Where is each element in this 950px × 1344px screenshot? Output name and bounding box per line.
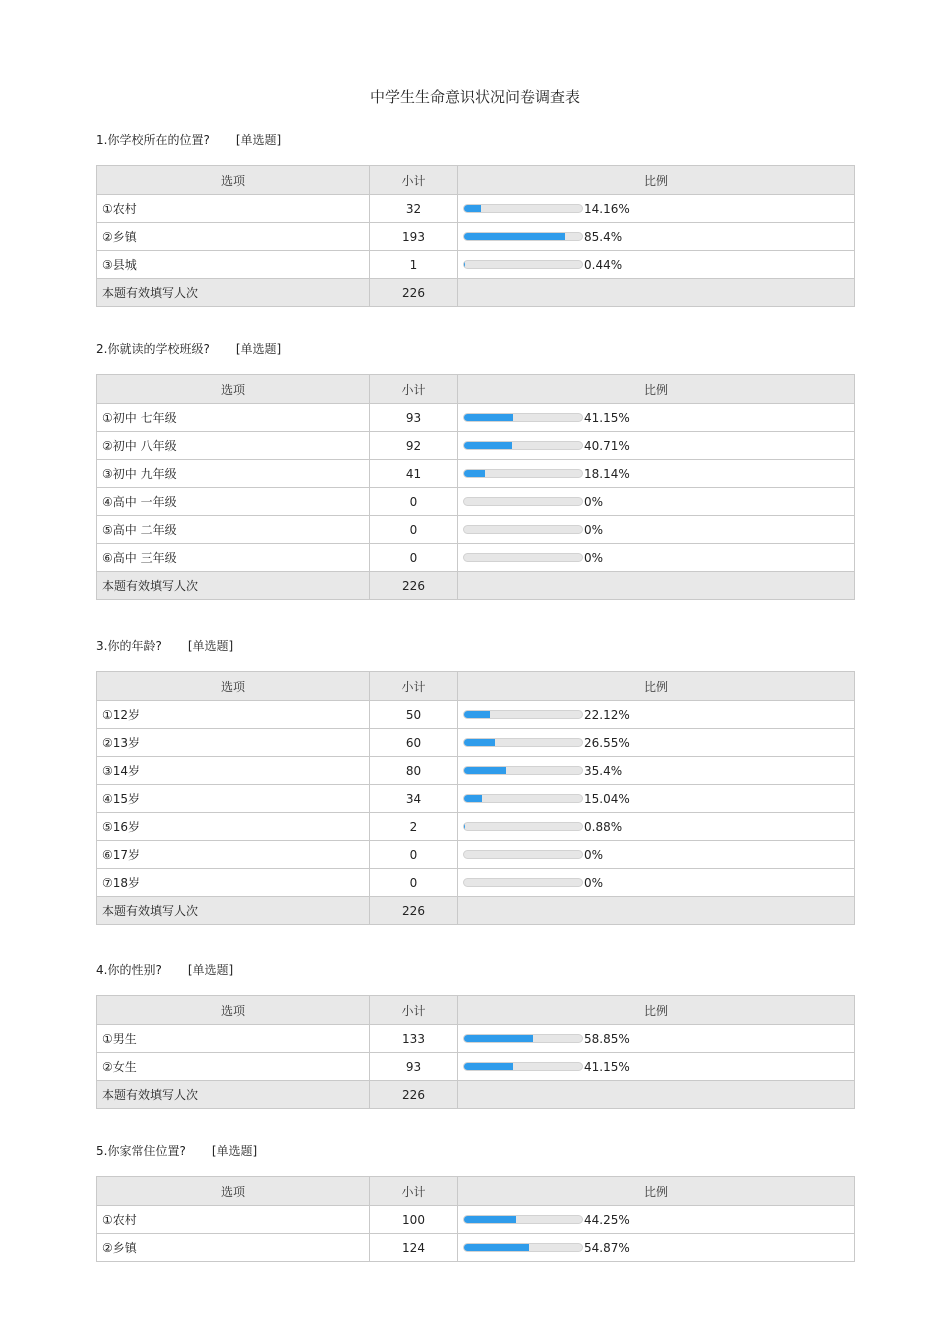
table-row xyxy=(97,729,855,757)
ratio-bar-fill xyxy=(464,1216,516,1223)
page-title: 中学生生命意识状况问卷调查表 xyxy=(369,88,580,106)
option-count: 93 xyxy=(370,1053,458,1081)
question-text: 4.你的性别? xyxy=(96,963,162,977)
result-table xyxy=(96,374,855,600)
option-count: 0 xyxy=(370,488,458,516)
option-count: 34 xyxy=(370,785,458,813)
ratio-bar xyxy=(463,441,583,450)
option-ratio xyxy=(458,460,855,488)
option-ratio xyxy=(458,404,855,432)
table-row xyxy=(97,516,855,544)
option-label: ③14岁 xyxy=(97,757,370,785)
result-table xyxy=(96,671,855,925)
option-count: 124 xyxy=(370,1234,458,1262)
ratio-bar xyxy=(463,413,583,422)
header-option: 选项 xyxy=(97,1177,370,1206)
question-type-tag: [单选题] xyxy=(187,963,234,977)
table-row xyxy=(97,460,855,488)
option-ratio xyxy=(458,1234,855,1262)
option-label: ②乡镇 xyxy=(97,223,370,251)
ratio-percent: 41.15% xyxy=(584,1059,630,1074)
ratio-percent: 0% xyxy=(584,494,604,509)
option-label: ⑤高中 二年级 xyxy=(97,516,370,544)
ratio-percent: 85.4% xyxy=(584,229,623,244)
ratio-bar xyxy=(463,260,583,269)
option-label: ②13岁 xyxy=(97,729,370,757)
ratio-percent: 54.87% xyxy=(584,1240,630,1255)
header-option: 选项 xyxy=(97,672,370,701)
question-3 xyxy=(96,636,854,925)
question-4 xyxy=(96,960,854,1109)
total-count: 226 xyxy=(370,572,458,600)
question-type-tag: [单选题] xyxy=(187,639,234,653)
total-empty-cell xyxy=(458,897,855,925)
total-count: 226 xyxy=(370,897,458,925)
total-empty-cell xyxy=(458,279,855,307)
header-ratio: 比例 xyxy=(458,672,855,701)
option-label: ②女生 xyxy=(97,1053,370,1081)
option-label: ④高中 一年级 xyxy=(97,488,370,516)
ratio-percent: 26.55% xyxy=(584,735,630,750)
table-header-row xyxy=(97,166,855,195)
header-count: 小计 xyxy=(370,375,458,404)
option-ratio xyxy=(458,195,855,223)
table-header-row xyxy=(97,1177,855,1206)
table-row xyxy=(97,432,855,460)
option-ratio xyxy=(458,785,855,813)
ratio-bar-fill xyxy=(464,233,565,240)
ratio-bar xyxy=(463,1243,583,1252)
table-row xyxy=(97,785,855,813)
table-row xyxy=(97,404,855,432)
option-label: ④15岁 xyxy=(97,785,370,813)
ratio-percent: 40.71% xyxy=(584,438,630,453)
table-row xyxy=(97,223,855,251)
result-table xyxy=(96,165,855,307)
option-count: 1 xyxy=(370,251,458,279)
question-label xyxy=(96,636,854,656)
option-ratio xyxy=(458,544,855,572)
ratio-bar xyxy=(463,738,583,747)
option-ratio xyxy=(458,1053,855,1081)
ratio-bar xyxy=(463,232,583,241)
question-label xyxy=(96,1141,854,1161)
header-ratio: 比例 xyxy=(458,166,855,195)
option-label: ⑤16岁 xyxy=(97,813,370,841)
header-count: 小计 xyxy=(370,996,458,1025)
question-label xyxy=(96,339,854,359)
total-label: 本题有效填写人次 xyxy=(97,279,370,307)
table-row xyxy=(97,1206,855,1234)
total-label: 本题有效填写人次 xyxy=(97,897,370,925)
table-row xyxy=(97,195,855,223)
header-ratio: 比例 xyxy=(458,1177,855,1206)
ratio-bar xyxy=(463,204,583,213)
table-header-row xyxy=(97,375,855,404)
ratio-bar xyxy=(463,766,583,775)
ratio-bar-fill xyxy=(464,1244,529,1251)
option-ratio xyxy=(458,729,855,757)
option-label: ③初中 九年级 xyxy=(97,460,370,488)
table-row xyxy=(97,251,855,279)
option-ratio xyxy=(458,869,855,897)
ratio-percent: 0.88% xyxy=(584,819,623,834)
option-count: 100 xyxy=(370,1206,458,1234)
total-count: 226 xyxy=(370,1081,458,1109)
ratio-bar xyxy=(463,525,583,534)
ratio-percent: 0.44% xyxy=(584,257,623,272)
ratio-bar xyxy=(463,497,583,506)
total-empty-cell xyxy=(458,1081,855,1109)
header-ratio: 比例 xyxy=(458,996,855,1025)
question-type-tag: [单选题] xyxy=(235,133,282,147)
total-row xyxy=(97,572,855,600)
option-label: ③县城 xyxy=(97,251,370,279)
question-text: 2.你就读的学校班级? xyxy=(96,342,210,356)
ratio-bar-fill xyxy=(464,767,506,774)
ratio-percent: 0% xyxy=(584,522,604,537)
ratio-bar-fill xyxy=(464,205,481,212)
total-label: 本题有效填写人次 xyxy=(97,1081,370,1109)
ratio-percent: 44.25% xyxy=(584,1212,630,1227)
option-count: 60 xyxy=(370,729,458,757)
option-count: 0 xyxy=(370,841,458,869)
option-ratio xyxy=(458,516,855,544)
question-text: 1.你学校所在的位置? xyxy=(96,133,210,147)
option-label: ①男生 xyxy=(97,1025,370,1053)
question-label xyxy=(96,130,854,150)
ratio-bar-fill xyxy=(464,414,513,421)
ratio-percent: 14.16% xyxy=(584,201,630,216)
option-count: 80 xyxy=(370,757,458,785)
option-count: 133 xyxy=(370,1025,458,1053)
table-row xyxy=(97,1053,855,1081)
option-label: ②初中 八年级 xyxy=(97,432,370,460)
table-row xyxy=(97,488,855,516)
ratio-bar xyxy=(463,469,583,478)
table-row xyxy=(97,757,855,785)
header-option: 选项 xyxy=(97,375,370,404)
ratio-percent: 0% xyxy=(584,847,604,862)
ratio-bar-fill xyxy=(464,1035,533,1042)
total-row xyxy=(97,1081,855,1109)
option-count: 0 xyxy=(370,544,458,572)
total-count: 226 xyxy=(370,279,458,307)
ratio-bar-fill xyxy=(464,795,482,802)
option-ratio xyxy=(458,251,855,279)
option-ratio xyxy=(458,432,855,460)
header-count: 小计 xyxy=(370,166,458,195)
option-ratio xyxy=(458,813,855,841)
table-header-row xyxy=(97,672,855,701)
table-row xyxy=(97,544,855,572)
option-count: 92 xyxy=(370,432,458,460)
ratio-bar-fill xyxy=(464,470,485,477)
question-label xyxy=(96,960,854,980)
header-count: 小计 xyxy=(370,1177,458,1206)
ratio-bar-fill xyxy=(464,261,465,268)
result-table xyxy=(96,995,855,1109)
option-label: ①初中 七年级 xyxy=(97,404,370,432)
option-count: 0 xyxy=(370,869,458,897)
option-ratio xyxy=(458,223,855,251)
ratio-percent: 15.04% xyxy=(584,791,630,806)
header-option: 选项 xyxy=(97,996,370,1025)
ratio-bar xyxy=(463,710,583,719)
ratio-percent: 0% xyxy=(584,875,604,890)
option-label: ⑥17岁 xyxy=(97,841,370,869)
table-row xyxy=(97,1234,855,1262)
ratio-bar xyxy=(463,1062,583,1071)
ratio-bar xyxy=(463,822,583,831)
ratio-bar-fill xyxy=(464,442,512,449)
result-table xyxy=(96,1176,855,1262)
ratio-bar xyxy=(463,1034,583,1043)
ratio-percent: 0% xyxy=(584,550,604,565)
ratio-bar-fill xyxy=(464,739,495,746)
option-count: 50 xyxy=(370,701,458,729)
option-count: 93 xyxy=(370,404,458,432)
ratio-bar xyxy=(463,1215,583,1224)
ratio-bar xyxy=(463,850,583,859)
table-header-row xyxy=(97,996,855,1025)
question-2 xyxy=(96,339,854,600)
option-label: ②乡镇 xyxy=(97,1234,370,1262)
table-row xyxy=(97,701,855,729)
option-ratio xyxy=(458,757,855,785)
total-row xyxy=(97,897,855,925)
total-row xyxy=(97,279,855,307)
option-label: ⑥高中 三年级 xyxy=(97,544,370,572)
option-count: 193 xyxy=(370,223,458,251)
question-text: 5.你家常住位置? xyxy=(96,1144,186,1158)
option-label: ①12岁 xyxy=(97,701,370,729)
option-count: 41 xyxy=(370,460,458,488)
question-text: 3.你的年龄? xyxy=(96,639,162,653)
option-count: 2 xyxy=(370,813,458,841)
ratio-bar-fill xyxy=(464,823,465,830)
table-row xyxy=(97,869,855,897)
ratio-bar xyxy=(463,794,583,803)
option-ratio xyxy=(458,701,855,729)
table-row xyxy=(97,813,855,841)
question-type-tag: [单选题] xyxy=(235,342,282,356)
option-label: ⑦18岁 xyxy=(97,869,370,897)
table-row xyxy=(97,1025,855,1053)
ratio-bar xyxy=(463,878,583,887)
question-1 xyxy=(96,130,854,307)
ratio-bar-fill xyxy=(464,1063,513,1070)
option-ratio xyxy=(458,1025,855,1053)
header-option: 选项 xyxy=(97,166,370,195)
header-ratio: 比例 xyxy=(458,375,855,404)
option-ratio xyxy=(458,488,855,516)
total-empty-cell xyxy=(458,572,855,600)
header-count: 小计 xyxy=(370,672,458,701)
ratio-percent: 41.15% xyxy=(584,410,630,425)
option-ratio xyxy=(458,841,855,869)
option-label: ①农村 xyxy=(97,195,370,223)
ratio-bar xyxy=(463,553,583,562)
option-count: 32 xyxy=(370,195,458,223)
ratio-percent: 35.4% xyxy=(584,763,623,778)
ratio-bar-fill xyxy=(464,711,490,718)
table-row xyxy=(97,841,855,869)
ratio-percent: 22.12% xyxy=(584,707,630,722)
ratio-percent: 58.85% xyxy=(584,1031,630,1046)
question-type-tag: [单选题] xyxy=(211,1144,258,1158)
option-count: 0 xyxy=(370,516,458,544)
question-5 xyxy=(96,1141,854,1262)
option-ratio xyxy=(458,1206,855,1234)
ratio-percent: 18.14% xyxy=(584,466,630,481)
total-label: 本题有效填写人次 xyxy=(97,572,370,600)
option-label: ①农村 xyxy=(97,1206,370,1234)
